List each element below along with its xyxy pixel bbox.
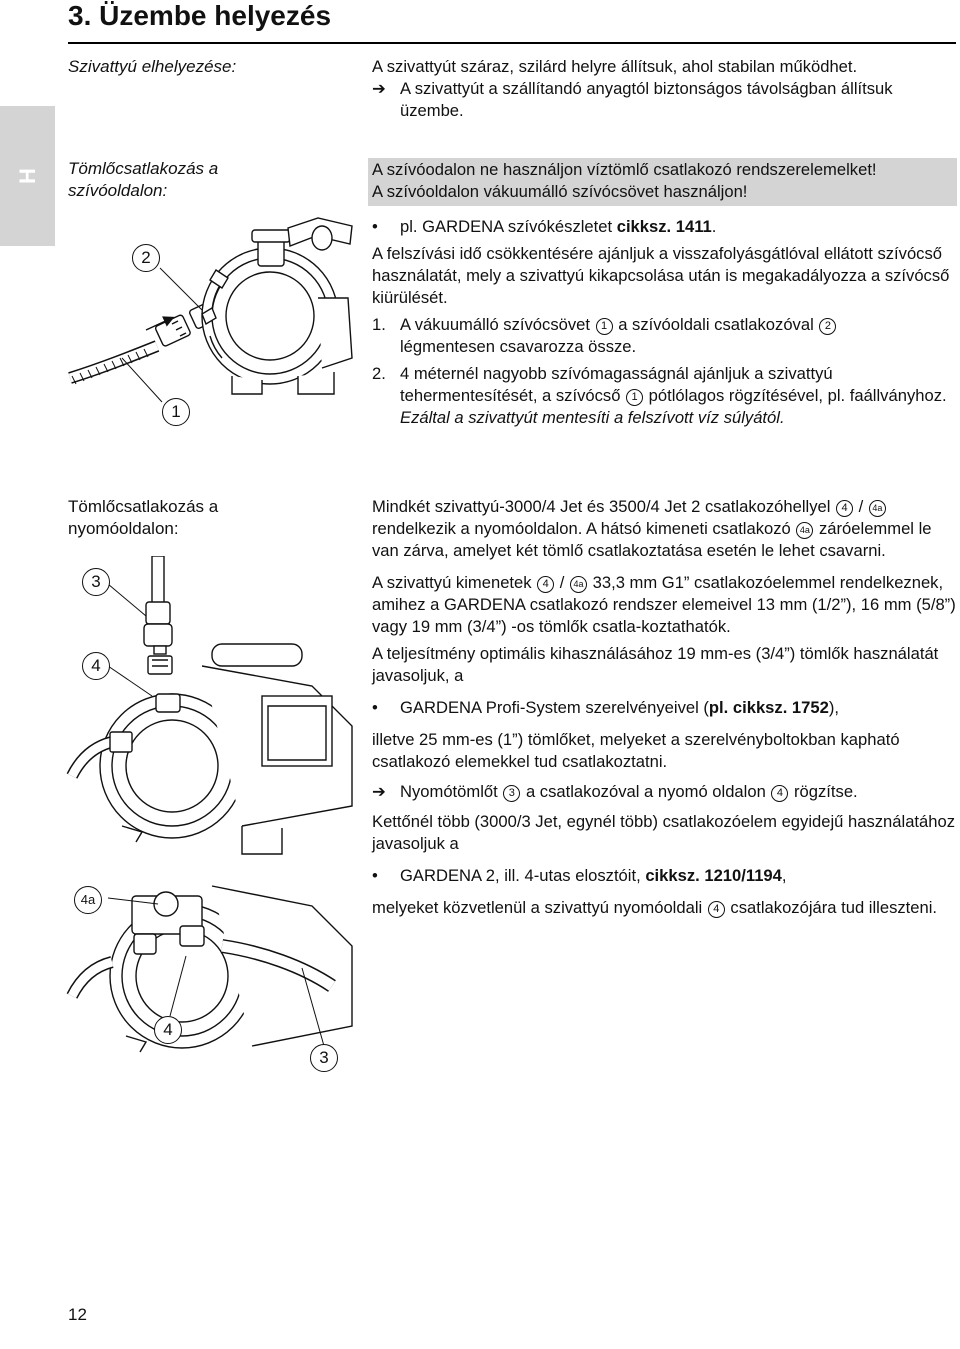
p2-text-a: A szivattyú kimenetek <box>372 573 537 592</box>
pressure-text <box>372 496 957 919</box>
placement-arrow-item <box>372 78 957 122</box>
pressure-para-3: A teljesítmény optimális kihasználásához 19 mm-es (3/4”) tömlők használatát javasoljuk, a <box>372 644 939 685</box>
warning-line2: A szívóoldalon vákuumálló szívócsövet használjon! <box>372 182 748 201</box>
callout-2: 2 <box>132 244 160 272</box>
callout-3-lower: 3 <box>310 1044 338 1072</box>
placement-text <box>372 56 957 122</box>
bullet1-article: pl. cikksz. 1752 <box>708 698 829 717</box>
arrow-text-b: a csatlakozóval a nyomó oldalon <box>521 782 771 801</box>
suction-para: A felszívási idő csökkentésére ajánljuk a visszafolyásgátlóval ellátott szívócső használatát, mely a szivattyú kikapcsolása után is megakadályozza a szívócső kiürülését. <box>372 244 950 307</box>
callout-4: 4 <box>82 652 110 680</box>
callout-3: 3 <box>82 568 110 596</box>
page-title: 3. Üzembe helyezés <box>68 0 332 31</box>
title-rule <box>68 42 956 44</box>
pressure-bullet-1 <box>372 697 957 719</box>
section-label-pressure <box>68 496 218 540</box>
ref-4-icon: 4 <box>708 901 725 918</box>
p6-text-b: csatlakozójára tud illeszteni. <box>725 898 938 917</box>
suction-step-2 <box>372 363 957 429</box>
ref-4-icon: 4 <box>836 500 853 517</box>
language-tab <box>0 106 55 246</box>
p2-text-b: 33,3 mm G1” csatlakozóelemmel rendelkeznek, amihez a GARDENA csatlakozó rendszer elemeivel 13 mm (1/2”), 16 mm (5/8”) vagy 19 mm (3/4”) -os tömlők csatla-koztathatók. <box>372 573 956 636</box>
suction-label-line1: Tömlőcsatlakozás a <box>68 159 219 178</box>
pump-drawing-pressure <box>62 556 362 1076</box>
pressure-para-4: illetve 25 mm-es (1”) tömlőket, melyeket a szerelvényboltokban kapható csatlakozó elemekkel tud csatlakoztatni. <box>372 730 900 771</box>
section-label-placement: Szivattyú elhelyezése: <box>68 57 237 76</box>
section-label-suction <box>68 158 218 202</box>
suction-label-line2: szívóoldalon: <box>68 181 168 200</box>
pressure-arrow-item <box>372 781 957 803</box>
p1-text-b: rendelkezik a nyomóoldalon. A hátsó kimeneti csatlakozó <box>372 519 796 538</box>
pressure-para-5: Kettőnél több (3000/3 Jet, egynél több) csatlakozóelem egyidejű használatához javasoljuk a <box>372 812 956 853</box>
suction-text <box>372 158 957 429</box>
suction-step-1 <box>372 314 957 358</box>
callout-4a: 4a <box>74 886 102 914</box>
placement-para: A szivattyút száraz, szilárd helyre állítsuk, ahol stabilan működhet. <box>372 57 858 76</box>
pressure-label-line2: nyomóoldalon: <box>68 519 179 538</box>
arrow-text-c: rögzítse. <box>789 782 858 801</box>
ref-4a-icon: 4a <box>869 500 886 517</box>
ref-1-icon: 1 <box>596 318 613 335</box>
pressure-para-2 <box>372 572 957 638</box>
step-number: 1. <box>372 315 386 334</box>
p1-text-a: Mindkét szivattyú-3000/4 Jet és 3500/4 Jet 2 csatlakozóhellyel <box>372 497 836 516</box>
bullet2-end: , <box>781 866 787 885</box>
bullet2-text: GARDENA 2, ill. 4-utas elosztóit, <box>400 866 646 885</box>
suction-bullet-text: pl. GARDENA szívókészletet <box>400 217 617 236</box>
ref-2-icon: 2 <box>819 318 836 335</box>
ref-4-icon: 4 <box>771 785 788 802</box>
ref-4a-icon: 4a <box>570 576 587 593</box>
step1-text-c: légmentesen csavarozza össze. <box>400 337 637 356</box>
step-number: 2. <box>372 364 386 383</box>
bullet1-text: GARDENA Profi-System szerelvényeivel ( <box>400 698 709 717</box>
suction-pump-illustration <box>62 208 362 448</box>
p1-text-c: záróelemmel le van zárva, amelyet két tömlő csatlakoztatása esetén le lehet csavarni. <box>372 519 932 560</box>
bullet2-article: cikksz. 1210/1194 <box>645 866 782 885</box>
step1-text-a: A vákuumálló szívócsövet <box>400 315 595 334</box>
callout-1: 1 <box>162 398 190 426</box>
pressure-para-6 <box>372 897 957 919</box>
arrow-icon: ➔ <box>372 79 386 98</box>
step2-text-a: 4 méternél nagyobb szívómagasságnál ajánljuk a szivattyú tehermentesítését, a szívócső <box>400 364 833 405</box>
step2-italic: Ezáltal a szivattyút mentesíti a felszívott víz súlyától. <box>400 408 785 427</box>
step2-text-b: pótlólagos rögzítésével, pl. faállványhoz. <box>644 386 947 405</box>
p1-slash: / <box>854 497 868 516</box>
placement-arrow-text: A szivattyút a szállítandó anyagtól biztonságos távolságban állítsuk üzembe. <box>400 79 893 120</box>
warning-box <box>368 158 957 206</box>
ref-1-icon: 1 <box>626 389 643 406</box>
p6-text-a: melyeket közvetlenül a szivattyú nyomóoldali <box>372 898 707 917</box>
language-tab-label: H <box>14 168 40 184</box>
pressure-bullet-2 <box>372 865 957 887</box>
bullet-icon: • <box>372 698 378 717</box>
page-number: 12 <box>68 1305 87 1324</box>
suction-bullet-end: . <box>711 217 717 236</box>
callout-4-lower: 4 <box>154 1016 182 1044</box>
suction-bullet-article: cikksz. 1411 <box>616 217 712 236</box>
bullet-icon: • <box>372 217 378 236</box>
ref-4-icon: 4 <box>537 576 554 593</box>
bullet-icon: • <box>372 866 378 885</box>
suction-bullet <box>372 216 957 238</box>
bullet1-end: ), <box>828 698 839 717</box>
arrow-text-a: Nyomótömlőt <box>400 782 503 801</box>
pressure-pump-illustration <box>62 556 362 1076</box>
step1-text-b: a szívóoldali csatlakozóval <box>613 315 819 334</box>
warning-line1: A szívóodalon ne használjon víztömlő csatlakozó rendszerelemelket! <box>372 160 877 179</box>
p2-slash: / <box>555 573 570 592</box>
pump-drawing <box>62 208 362 448</box>
pressure-label-line1: Tömlőcsatlakozás a <box>68 497 219 516</box>
pressure-para-1 <box>372 496 957 562</box>
arrow-icon: ➔ <box>372 782 386 801</box>
ref-3-icon: 3 <box>503 785 520 802</box>
ref-4a-icon: 4a <box>796 522 813 539</box>
